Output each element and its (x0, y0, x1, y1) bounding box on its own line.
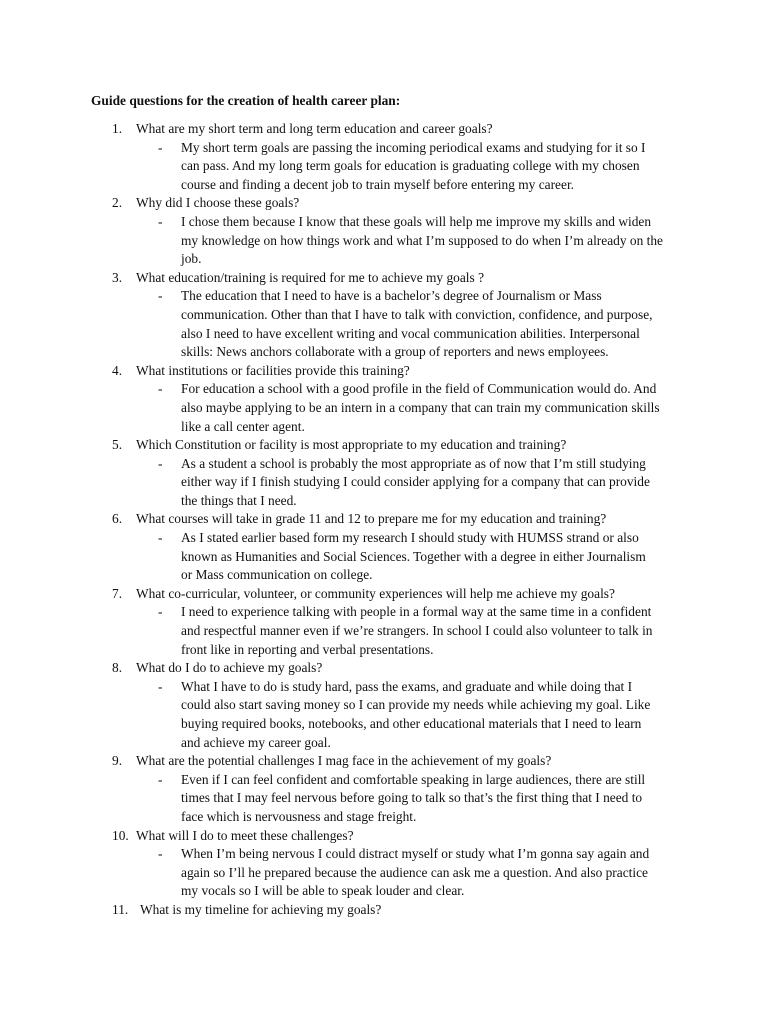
answer-text (181, 287, 681, 361)
question-number: 10. (112, 827, 129, 843)
question-line (0, 436, 768, 455)
answer-line: or Mass communication on college. (181, 567, 373, 583)
question-item (0, 901, 768, 920)
question-text: What co-curricular, volunteer, or community experiences will help me achieve my goals? (136, 585, 615, 601)
answer-text (181, 603, 681, 659)
answer-line: I chose them because I know that these goals will help me improve my skills and widen (181, 213, 652, 229)
answer-line: also maybe applying to be an intern in a company that can train my communication skills (181, 399, 660, 415)
question-line (0, 269, 768, 288)
question-number: 3. (112, 269, 123, 285)
question-number: 1. (112, 121, 123, 136)
bullet-dash: - (158, 846, 163, 862)
question-line (0, 362, 768, 381)
question-text: What education/training is required for me to achieve my goals ? (136, 269, 485, 285)
answer-line: front like in reporting and verbal presentations. (181, 641, 434, 657)
question-text: Which Constitution or facility is most appropriate to my education and training? (136, 437, 567, 453)
answer-text (181, 678, 681, 752)
bullet-dash: - (158, 455, 163, 471)
bullet-dash: - (158, 771, 163, 787)
answer-line: times that I may feel nervous before going to talk so that’s the first thing that I need to (181, 790, 643, 806)
answer-line: communication. Other than that I have to talk with conviction, confidence, and purpose, (181, 306, 653, 322)
bullet-dash: - (158, 213, 163, 229)
bullet-dash: - (158, 139, 163, 155)
question-item (0, 510, 768, 584)
answer-line: again so I’ll he prepared because the audience can ask me a question. And also practice (181, 864, 648, 880)
question-item (0, 269, 768, 362)
question-text: What courses will take in grade 11 and 12 to prepare me for my education and training? (136, 511, 607, 527)
answer-line: I need to experience talking with people in a formal way at the same time in a confident (181, 604, 652, 620)
bullet-dash: - (158, 678, 163, 694)
question-list (0, 120, 768, 920)
bullet-dash: - (158, 381, 163, 397)
answer-line: face which is nervousness and stage freight. (181, 808, 417, 824)
question-line (0, 585, 768, 604)
answer-line: either way if I finish studying I could consider applying for a company that can provide (181, 474, 650, 490)
question-number: 7. (112, 585, 123, 601)
answer-block (0, 213, 768, 269)
answer-text (181, 845, 681, 901)
answer-line: For education a school with a good profile in the field of Communication would do. And (181, 381, 657, 397)
answer-block (0, 287, 768, 361)
answer-text (181, 139, 681, 195)
answer-line: job. (181, 251, 202, 267)
answer-block (0, 529, 768, 585)
question-number: 9. (112, 753, 123, 769)
answer-line: skills: News anchors collaborate with a group of reporters and news employees. (181, 344, 609, 360)
question-line (0, 194, 768, 213)
bullet-dash: - (158, 288, 163, 304)
question-text: What do I do to achieve my goals? (136, 660, 323, 676)
question-line (0, 827, 768, 846)
answer-block (0, 455, 768, 511)
answer-text (181, 529, 681, 585)
answer-line: and respectful manner even if we’re strangers. In school I could also volunteer to talk in (181, 623, 653, 639)
answer-text (181, 771, 681, 827)
document-title: Guide questions for the creation of health career plan: (91, 93, 401, 108)
bullet-dash: - (158, 530, 163, 546)
answer-line: When I’m being nervous I could distract myself or study what I’m gonna say again and (181, 846, 650, 862)
answer-block (0, 771, 768, 827)
answer-block (0, 603, 768, 659)
question-text: What are the potential challenges I mag face in the achievement of my goals? (136, 753, 552, 769)
answer-line: As a student a school is probably the most appropriate as of now that I’m still studying (181, 455, 646, 471)
question-text: What institutions or facilities provide this training? (136, 362, 410, 378)
question-item (0, 827, 768, 901)
answer-line: My short term goals are passing the incoming periodical exams and studying for it so I (181, 139, 646, 155)
answer-line: As I stated earlier based form my research I should study with HUMSS strand or also (181, 530, 639, 546)
bullet-dash: - (158, 604, 163, 620)
answer-line: Even if I can feel confident and comfortable speaking in large audiences, there are still (181, 771, 646, 787)
answer-block (0, 845, 768, 901)
question-text: What is my timeline for achieving my goals? (140, 901, 382, 917)
answer-block (0, 678, 768, 752)
question-item (0, 194, 768, 268)
question-text: Why did I choose these goals? (136, 195, 300, 211)
answer-text (181, 380, 681, 436)
question-item (0, 752, 768, 826)
question-line (0, 752, 768, 771)
question-number: 11. (112, 901, 129, 917)
answer-line: my vocals so I will be able to speak louder and clear. (181, 883, 465, 899)
answer-text (181, 213, 681, 269)
answer-text (181, 455, 681, 511)
question-number: 4. (112, 362, 123, 378)
answer-line: the things that I need. (181, 492, 297, 508)
answer-line: my knowledge on how things work and what I’m supposed to do when I’m already on the (181, 232, 663, 248)
question-line (0, 659, 768, 678)
question-item (0, 659, 768, 752)
question-line (0, 510, 768, 529)
question-number: 2. (112, 195, 123, 211)
answer-line: and achieve my career goal. (181, 734, 331, 750)
answer-line: could also start saving money so I can provide my needs while achieving my goal. Like (181, 697, 651, 713)
question-item (0, 120, 768, 194)
answer-line: The education that I need to have is a bachelor’s degree of Journalism or Mass (181, 288, 602, 304)
question-text: What will I do to meet these challenges? (136, 827, 354, 843)
question-text: What are my short term and long term education and career goals? (136, 121, 493, 136)
question-item (0, 436, 768, 510)
answer-line: like a call center agent. (181, 418, 305, 434)
question-number: 5. (112, 437, 123, 453)
answer-block (0, 139, 768, 195)
question-item (0, 362, 768, 436)
answer-block (0, 380, 768, 436)
question-number: 8. (112, 660, 123, 676)
question-item (0, 585, 768, 659)
question-line (0, 120, 768, 139)
question-line (0, 901, 768, 920)
answer-line: buying required books, notebooks, and other educational materials that I need to learn (181, 716, 642, 731)
answer-line: can pass. And my long term goals for education is graduating college with my chosen (181, 158, 640, 174)
question-number: 6. (112, 511, 123, 527)
answer-line: course and finding a decent job to train myself before entering my career. (181, 176, 575, 192)
answer-line: also I need to have excellent writing and vocal communication abilities. Interpersonal (181, 325, 640, 341)
answer-line: known as Humanities and Social Sciences. Together with a degree in either Journalism (181, 548, 646, 564)
answer-line: What I have to do is study hard, pass the exams, and graduate and while doing that I (181, 678, 633, 694)
